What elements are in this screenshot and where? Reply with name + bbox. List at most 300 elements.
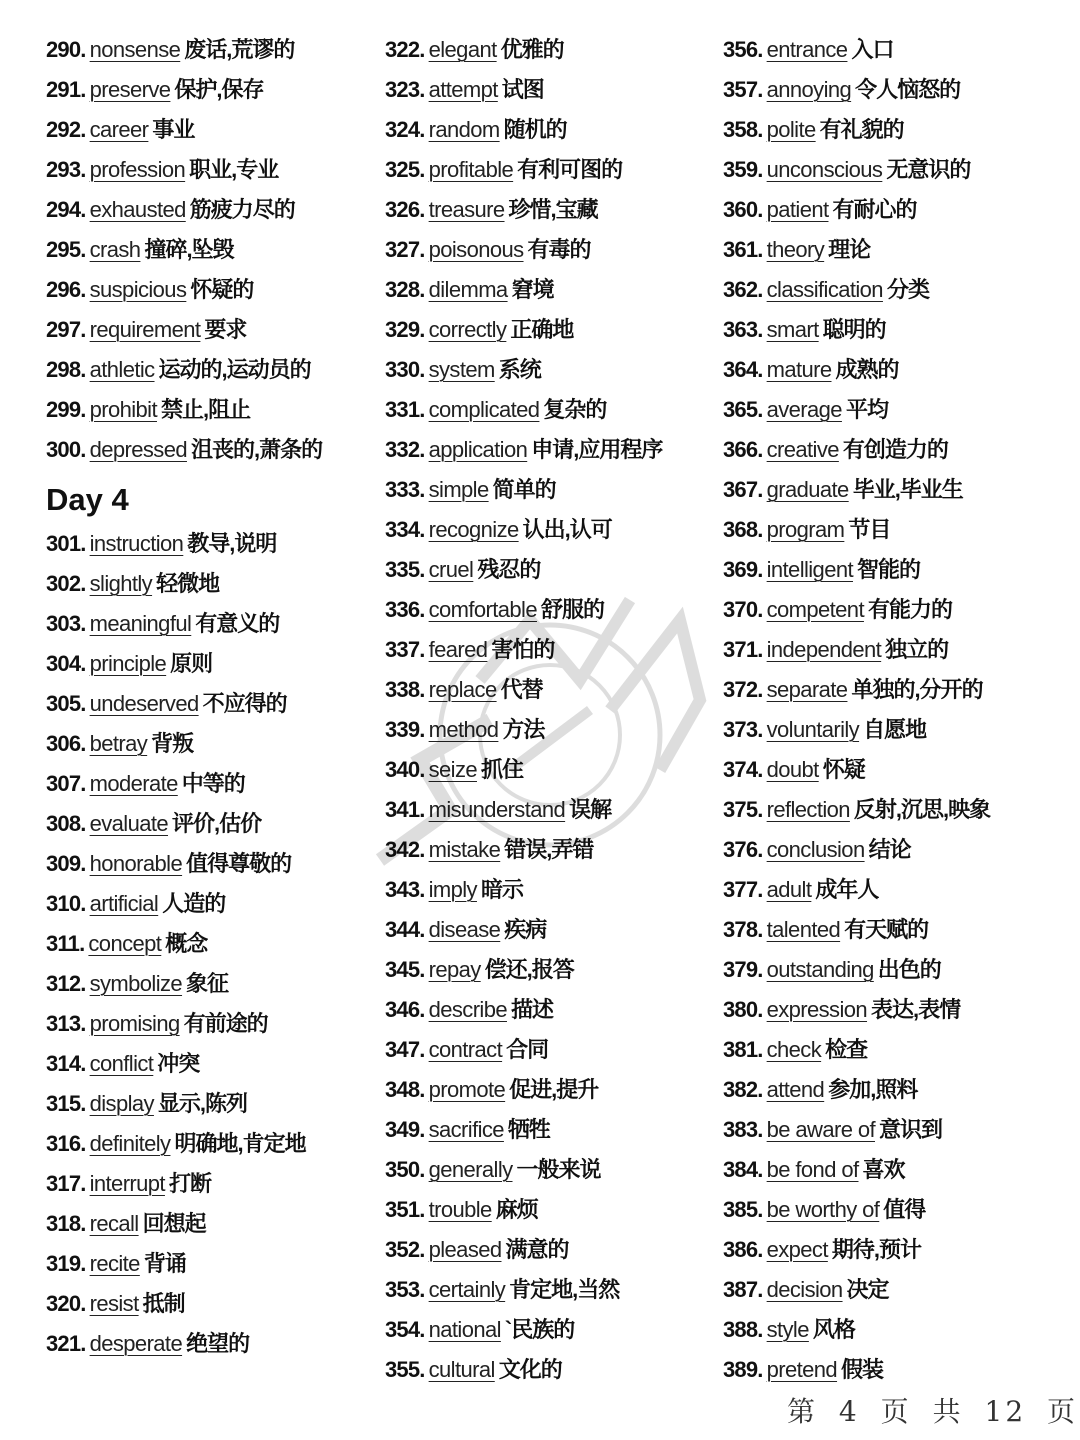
vocab-entry bbox=[723, 790, 1063, 830]
entry-chinese-meaning: 喜欢 bbox=[862, 1157, 905, 1182]
entry-chinese-meaning: 有天赋的 bbox=[844, 917, 929, 942]
entry-number: 346. bbox=[385, 997, 425, 1022]
entry-english-word: trouble bbox=[428, 1197, 492, 1222]
entry-english-word: symbolize bbox=[89, 971, 183, 996]
vocab-entry bbox=[46, 644, 366, 684]
entry-english-word: disease bbox=[428, 917, 501, 942]
entry-chinese-meaning: 有利可图的 bbox=[517, 157, 623, 182]
entry-chinese-meaning: 人造的 bbox=[162, 891, 226, 916]
vocab-entry bbox=[723, 1350, 1063, 1390]
day-heading: Day 4 bbox=[46, 482, 129, 517]
entry-chinese-meaning: 值得尊敬的 bbox=[186, 851, 292, 876]
vocab-entry bbox=[723, 430, 1063, 470]
entry-english-word: reflection bbox=[766, 797, 850, 822]
entry-chinese-meaning: 疾病 bbox=[504, 917, 547, 942]
entry-english-word: creative bbox=[766, 437, 839, 462]
vocab-entry bbox=[46, 1044, 366, 1084]
entry-chinese-meaning: 有意义的 bbox=[195, 611, 280, 636]
vocab-entry bbox=[723, 270, 1063, 310]
entry-number: 341. bbox=[385, 797, 425, 822]
entry-chinese-meaning: 暗示 bbox=[480, 877, 523, 902]
entry-english-word: check bbox=[766, 1037, 822, 1062]
entry-number: 330. bbox=[385, 357, 425, 382]
entry-number: 373. bbox=[723, 717, 763, 742]
entry-chinese-meaning: 打断 bbox=[168, 1171, 211, 1196]
entry-number: 361. bbox=[723, 237, 763, 262]
entry-english-word: conflict bbox=[89, 1051, 154, 1076]
entry-english-word: attempt bbox=[428, 77, 498, 102]
entry-english-word: promising bbox=[89, 1011, 180, 1036]
entry-number: 297. bbox=[46, 317, 86, 342]
entry-number: 306. bbox=[46, 731, 86, 756]
entry-number: 329. bbox=[385, 317, 425, 342]
entry-english-word: describe bbox=[428, 997, 507, 1022]
entry-english-word: meaningful bbox=[89, 611, 192, 636]
entry-english-word: honorable bbox=[89, 851, 183, 876]
entry-english-word: national bbox=[428, 1317, 501, 1342]
entry-english-word: independent bbox=[766, 637, 882, 662]
entry-chinese-meaning: 申请,应用程序 bbox=[531, 437, 663, 462]
entry-chinese-meaning: 理论 bbox=[828, 237, 871, 262]
vocab-entry bbox=[46, 764, 366, 804]
footer-total-pages: 12 bbox=[984, 1395, 1027, 1428]
vocab-entry bbox=[723, 1190, 1063, 1230]
vocab-entry bbox=[385, 1150, 715, 1190]
entry-list-before-heading bbox=[46, 30, 366, 470]
vocab-entry bbox=[723, 230, 1063, 270]
entry-chinese-meaning: 表达,表情 bbox=[871, 997, 961, 1022]
entry-number: 314. bbox=[46, 1051, 86, 1076]
entry-english-word: suspicious bbox=[89, 277, 187, 302]
entry-number: 344. bbox=[385, 917, 425, 942]
entry-english-word: cultural bbox=[428, 1357, 495, 1382]
entry-chinese-meaning: 舒服的 bbox=[540, 597, 604, 622]
entry-english-word: evaluate bbox=[89, 811, 169, 836]
entry-english-word: separate bbox=[766, 677, 848, 702]
entry-english-word: desperate bbox=[89, 1331, 183, 1356]
vocab-entry bbox=[385, 1310, 715, 1350]
entry-chinese-meaning: 不应得的 bbox=[202, 691, 287, 716]
entry-number: 301. bbox=[46, 531, 86, 556]
entry-number: 383. bbox=[723, 1117, 763, 1142]
entry-number: 356. bbox=[723, 37, 763, 62]
entry-number: 342. bbox=[385, 837, 425, 862]
vocab-entry bbox=[385, 1030, 715, 1070]
entry-english-word: preserve bbox=[89, 77, 171, 102]
entry-english-word: feared bbox=[428, 637, 488, 662]
entry-chinese-meaning: 令人恼怒的 bbox=[855, 77, 961, 102]
entry-chinese-meaning: 独立的 bbox=[885, 637, 949, 662]
entry-english-word: promote bbox=[428, 1077, 506, 1102]
entry-chinese-meaning: 概念 bbox=[165, 931, 208, 956]
entry-number: 322. bbox=[385, 37, 425, 62]
entry-number: 368. bbox=[723, 517, 763, 542]
entry-english-word: conclusion bbox=[766, 837, 865, 862]
vocab-entry bbox=[723, 910, 1063, 950]
entry-number: 323. bbox=[385, 77, 425, 102]
entry-number: 326. bbox=[385, 197, 425, 222]
entry-chinese-meaning: 有礼貌的 bbox=[819, 117, 904, 142]
entry-english-word: generally bbox=[428, 1157, 513, 1182]
vocab-entry bbox=[723, 750, 1063, 790]
column-3 bbox=[723, 30, 1063, 1390]
entry-number: 331. bbox=[385, 397, 425, 422]
entry-english-word: doubt bbox=[766, 757, 819, 782]
vocab-entry bbox=[723, 950, 1063, 990]
column-2 bbox=[385, 30, 715, 1390]
entry-number: 332. bbox=[385, 437, 425, 462]
entry-number: 295. bbox=[46, 237, 86, 262]
vocab-entry bbox=[46, 1204, 366, 1244]
entry-chinese-meaning: 牺牲 bbox=[507, 1117, 550, 1142]
entry-number: 337. bbox=[385, 637, 425, 662]
entry-number: 384. bbox=[723, 1157, 763, 1182]
entry-chinese-meaning: 冲突 bbox=[157, 1051, 200, 1076]
entry-number: 372. bbox=[723, 677, 763, 702]
vocab-entry bbox=[723, 30, 1063, 70]
entry-chinese-meaning: 结论 bbox=[868, 837, 911, 862]
entry-english-word: poisonous bbox=[428, 237, 524, 262]
entry-chinese-meaning: 残忍的 bbox=[477, 557, 541, 582]
vocab-entry bbox=[385, 990, 715, 1030]
entry-chinese-meaning: 决定 bbox=[846, 1277, 889, 1302]
entry-chinese-meaning: 怀疑 bbox=[822, 757, 865, 782]
entry-chinese-meaning: 职业,专业 bbox=[189, 157, 279, 182]
entry-number: 377. bbox=[723, 877, 763, 902]
vocab-entry bbox=[46, 1084, 366, 1124]
vocab-entry bbox=[723, 870, 1063, 910]
entry-english-word: patient bbox=[766, 197, 829, 222]
entry-chinese-meaning: 有耐心的 bbox=[832, 197, 917, 222]
entry-english-word: profitable bbox=[428, 157, 514, 182]
entry-english-word: principle bbox=[89, 651, 167, 676]
entry-number: 339. bbox=[385, 717, 425, 742]
vocab-entry bbox=[723, 1150, 1063, 1190]
entry-number: 388. bbox=[723, 1317, 763, 1342]
entry-chinese-meaning: 评价,估价 bbox=[172, 811, 262, 836]
entry-chinese-meaning: 绝望的 bbox=[186, 1331, 250, 1356]
entry-chinese-meaning: 代替 bbox=[500, 677, 543, 702]
vocab-entry bbox=[46, 110, 366, 150]
entry-english-word: replace bbox=[428, 677, 497, 702]
entry-chinese-meaning: 检查 bbox=[825, 1037, 868, 1062]
entry-number: 380. bbox=[723, 997, 763, 1022]
entry-english-word: instruction bbox=[89, 531, 184, 556]
entry-english-word: outstanding bbox=[766, 957, 874, 982]
entry-number: 355. bbox=[385, 1357, 425, 1382]
entry-english-word: smart bbox=[766, 317, 819, 342]
entry-chinese-meaning: 筋疲力尽的 bbox=[189, 197, 295, 222]
entry-english-word: voluntarily bbox=[766, 717, 860, 742]
entry-number: 370. bbox=[723, 597, 763, 622]
entry-english-word: comfortable bbox=[428, 597, 537, 622]
vocab-entry bbox=[46, 604, 366, 644]
entry-number: 347. bbox=[385, 1037, 425, 1062]
entry-english-word: system bbox=[428, 357, 495, 382]
entry-chinese-meaning: 撞碎,坠毁 bbox=[144, 237, 234, 262]
entry-english-word: artificial bbox=[89, 891, 159, 916]
vocab-entry bbox=[46, 564, 366, 604]
entry-number: 311. bbox=[46, 931, 85, 956]
entry-number: 389. bbox=[723, 1357, 763, 1382]
entry-number: 291. bbox=[46, 77, 86, 102]
entry-number: 325. bbox=[385, 157, 425, 182]
entry-chinese-meaning: 有前途的 bbox=[183, 1011, 268, 1036]
entry-number: 290. bbox=[46, 37, 86, 62]
entry-english-word: intelligent bbox=[766, 557, 853, 582]
entry-number: 345. bbox=[385, 957, 425, 982]
vocab-entry bbox=[723, 1270, 1063, 1310]
vocab-entry bbox=[46, 430, 366, 470]
entry-number: 319. bbox=[46, 1251, 86, 1276]
entry-list bbox=[723, 30, 1063, 1390]
entry-english-word: resist bbox=[89, 1291, 139, 1316]
entry-chinese-meaning: 入口 bbox=[851, 37, 894, 62]
entry-number: 357. bbox=[723, 77, 763, 102]
entry-chinese-meaning: 有毒的 bbox=[527, 237, 591, 262]
vocab-entry bbox=[46, 1164, 366, 1204]
entry-english-word: talented bbox=[766, 917, 841, 942]
entry-english-word: athletic bbox=[89, 357, 155, 382]
entry-chinese-meaning: 复杂的 bbox=[543, 397, 607, 422]
entry-chinese-meaning: 怀疑的 bbox=[190, 277, 254, 302]
entry-number: 350. bbox=[385, 1157, 425, 1182]
vocab-entry bbox=[385, 30, 715, 70]
entry-english-word: recognize bbox=[428, 517, 519, 542]
vocab-entry bbox=[385, 70, 715, 110]
vocab-entry bbox=[723, 590, 1063, 630]
vocab-entry bbox=[385, 750, 715, 790]
vocab-entry bbox=[723, 70, 1063, 110]
entry-number: 308. bbox=[46, 811, 86, 836]
entry-chinese-meaning: 试图 bbox=[501, 77, 544, 102]
vocab-entry bbox=[385, 150, 715, 190]
entry-english-word: unconscious bbox=[766, 157, 883, 182]
entry-chinese-meaning: 促进,提升 bbox=[509, 1077, 599, 1102]
entry-chinese-meaning: 期待,预计 bbox=[831, 1237, 921, 1262]
entry-chinese-meaning: 意识到 bbox=[879, 1117, 943, 1142]
entry-number: 309. bbox=[46, 851, 86, 876]
vocab-entry bbox=[723, 990, 1063, 1030]
entry-english-word: competent bbox=[766, 597, 864, 622]
entry-english-word: recall bbox=[89, 1211, 139, 1236]
footer-label-di: 第 bbox=[787, 1395, 819, 1428]
entry-number: 304. bbox=[46, 651, 86, 676]
entry-number: 292. bbox=[46, 117, 86, 142]
entry-number: 327. bbox=[385, 237, 425, 262]
vocab-entry bbox=[385, 390, 715, 430]
vocab-entry bbox=[723, 510, 1063, 550]
entry-number: 328. bbox=[385, 277, 425, 302]
entry-number: 354. bbox=[385, 1317, 425, 1342]
entry-english-word: polite bbox=[766, 117, 816, 142]
entry-number: 293. bbox=[46, 157, 86, 182]
entry-english-word: seize bbox=[428, 757, 477, 782]
footer-page-number: 4 bbox=[838, 1395, 860, 1428]
vocab-entry bbox=[385, 830, 715, 870]
entry-english-word: recite bbox=[89, 1251, 140, 1276]
entry-number: 302. bbox=[46, 571, 86, 596]
vocab-entry bbox=[723, 1030, 1063, 1070]
entry-chinese-meaning: 无意识的 bbox=[886, 157, 971, 182]
entry-number: 333. bbox=[385, 477, 425, 502]
entry-chinese-meaning: 运动的,运动员的 bbox=[158, 357, 311, 382]
entry-number: 338. bbox=[385, 677, 425, 702]
entry-english-word: program bbox=[766, 517, 845, 542]
entry-number: 299. bbox=[46, 397, 86, 422]
vocab-entry bbox=[46, 684, 366, 724]
entry-number: 382. bbox=[723, 1077, 763, 1102]
entry-chinese-meaning: 平均 bbox=[845, 397, 888, 422]
vocab-entry bbox=[723, 830, 1063, 870]
vocab-entry bbox=[723, 310, 1063, 350]
entry-chinese-meaning: 误解 bbox=[569, 797, 612, 822]
entry-english-word: expression bbox=[766, 997, 868, 1022]
entry-number: 318. bbox=[46, 1211, 86, 1236]
vocab-entry bbox=[385, 910, 715, 950]
entry-number: 298. bbox=[46, 357, 86, 382]
entry-number: 363. bbox=[723, 317, 763, 342]
entry-chinese-meaning: 抵制 bbox=[142, 1291, 185, 1316]
entry-chinese-meaning: 肯定地,当然 bbox=[509, 1277, 620, 1302]
entry-number: 312. bbox=[46, 971, 86, 996]
entry-number: 300. bbox=[46, 437, 86, 462]
vocab-entry bbox=[46, 804, 366, 844]
entry-english-word: concept bbox=[88, 931, 162, 956]
entry-number: 358. bbox=[723, 117, 763, 142]
vocab-entry bbox=[385, 1070, 715, 1110]
entry-chinese-meaning: 害怕的 bbox=[491, 637, 555, 662]
entry-english-word: misunderstand bbox=[428, 797, 566, 822]
entry-english-word: simple bbox=[428, 477, 489, 502]
vocab-entry bbox=[46, 310, 366, 350]
entry-english-word: treasure bbox=[428, 197, 505, 222]
entry-chinese-meaning: 偿还,报答 bbox=[484, 957, 574, 982]
entry-number: 359. bbox=[723, 157, 763, 182]
entry-english-word: expect bbox=[766, 1237, 828, 1262]
entry-english-word: certainly bbox=[428, 1277, 506, 1302]
entry-number: 348. bbox=[385, 1077, 425, 1102]
entry-number: 343. bbox=[385, 877, 425, 902]
entry-number: 310. bbox=[46, 891, 86, 916]
entry-chinese-meaning: 参加,照料 bbox=[828, 1077, 918, 1102]
vocab-entry bbox=[46, 1324, 366, 1364]
entry-number: 387. bbox=[723, 1277, 763, 1302]
entry-number: 379. bbox=[723, 957, 763, 982]
entry-english-word: definitely bbox=[89, 1131, 171, 1156]
entry-number: 334. bbox=[385, 517, 425, 542]
entry-english-word: application bbox=[428, 437, 528, 462]
entry-chinese-meaning: 智能的 bbox=[856, 557, 920, 582]
entry-chinese-meaning: 明确地,肯定地 bbox=[174, 1131, 306, 1156]
entry-chinese-meaning: 显示,陈列 bbox=[157, 1091, 248, 1116]
vocab-entry bbox=[385, 1190, 715, 1230]
vocab-entry bbox=[723, 110, 1063, 150]
entry-english-word: graduate bbox=[766, 477, 849, 502]
entry-english-word: undeserved bbox=[89, 691, 199, 716]
vocab-entry bbox=[46, 230, 366, 270]
entry-chinese-meaning: 节目 bbox=[848, 517, 891, 542]
vocab-entry bbox=[723, 150, 1063, 190]
vocab-entry bbox=[46, 1124, 366, 1164]
entry-number: 294. bbox=[46, 197, 86, 222]
entry-chinese-meaning: 抓住 bbox=[480, 757, 523, 782]
entry-chinese-meaning: 原则 bbox=[170, 651, 213, 676]
entry-english-word: imply bbox=[428, 877, 477, 902]
entry-english-word: correctly bbox=[428, 317, 507, 342]
entry-chinese-meaning: 成年人 bbox=[815, 877, 879, 902]
entry-chinese-meaning: 毕业,毕业生 bbox=[852, 477, 963, 502]
entry-chinese-meaning: 合同 bbox=[506, 1037, 549, 1062]
entry-chinese-meaning: 珍惜,宝藏 bbox=[508, 197, 598, 222]
entry-english-word: exhausted bbox=[89, 197, 186, 222]
entry-number: 305. bbox=[46, 691, 86, 716]
footer-label-ye2: 页 bbox=[1047, 1395, 1079, 1428]
vocab-entry bbox=[46, 350, 366, 390]
vocab-entry bbox=[723, 350, 1063, 390]
vocab-entry bbox=[46, 1284, 366, 1324]
entry-number: 386. bbox=[723, 1237, 763, 1262]
entry-number: 360. bbox=[723, 197, 763, 222]
entry-english-word: crash bbox=[89, 237, 141, 262]
entry-chinese-meaning: 聪明的 bbox=[822, 317, 886, 342]
entry-number: 296. bbox=[46, 277, 86, 302]
vocab-entry bbox=[385, 430, 715, 470]
entry-english-word: cruel bbox=[428, 557, 474, 582]
vocab-entry bbox=[723, 190, 1063, 230]
entry-chinese-meaning: 背叛 bbox=[151, 731, 194, 756]
entry-chinese-meaning: 风格 bbox=[812, 1317, 855, 1342]
footer-label-gong: 共 bbox=[932, 1395, 964, 1428]
entry-number: 324. bbox=[385, 117, 425, 142]
entry-chinese-meaning: 一般来说 bbox=[516, 1157, 601, 1182]
entry-chinese-meaning: 满意的 bbox=[505, 1237, 569, 1262]
entry-english-word: depressed bbox=[89, 437, 187, 462]
entry-chinese-meaning: 窘境 bbox=[511, 277, 554, 302]
vocab-entry bbox=[723, 1110, 1063, 1150]
entry-english-word: decision bbox=[766, 1277, 843, 1302]
entry-chinese-meaning: 分类 bbox=[886, 277, 929, 302]
vocab-entry bbox=[46, 924, 366, 964]
vocab-entry bbox=[385, 590, 715, 630]
entry-english-word: moderate bbox=[89, 771, 178, 796]
entry-chinese-meaning: 自愿地 bbox=[863, 717, 927, 742]
vocab-entry bbox=[385, 470, 715, 510]
entry-chinese-meaning: 事业 bbox=[152, 117, 195, 142]
vocab-entry bbox=[385, 110, 715, 150]
entry-english-word: repay bbox=[428, 957, 481, 982]
entry-chinese-meaning: 单独的,分开的 bbox=[851, 677, 983, 702]
vocab-entry bbox=[723, 1310, 1063, 1350]
entry-number: 378. bbox=[723, 917, 763, 942]
entry-english-word: slightly bbox=[89, 571, 153, 596]
entry-chinese-meaning: 教导,说明 bbox=[187, 531, 277, 556]
vocab-entry bbox=[385, 350, 715, 390]
vocab-entry bbox=[46, 1244, 366, 1284]
vocab-entry bbox=[723, 550, 1063, 590]
entry-number: 316. bbox=[46, 1131, 86, 1156]
entry-english-word: requirement bbox=[89, 317, 201, 342]
entry-chinese-meaning: 简单的 bbox=[492, 477, 556, 502]
entry-chinese-meaning: 优雅的 bbox=[500, 37, 564, 62]
entry-chinese-meaning: 禁止,阻止 bbox=[160, 397, 251, 422]
vocab-entry bbox=[385, 710, 715, 750]
entry-number: 320. bbox=[46, 1291, 86, 1316]
entry-number: 367. bbox=[723, 477, 763, 502]
entry-english-word: profession bbox=[89, 157, 186, 182]
vocab-entry bbox=[385, 270, 715, 310]
entry-chinese-meaning: 方法 bbox=[502, 717, 545, 742]
